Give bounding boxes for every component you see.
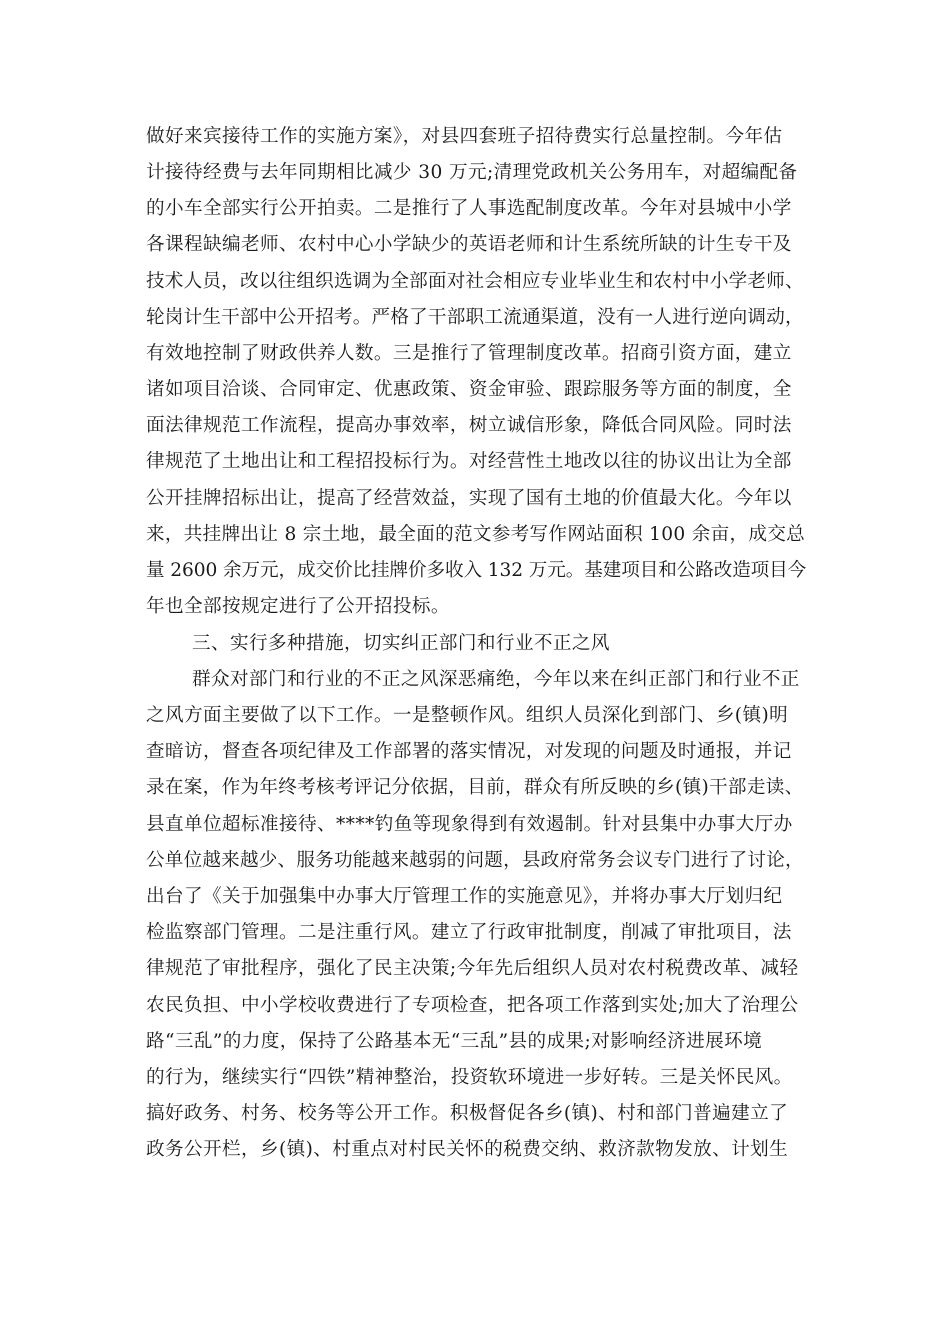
body-text-line: 路“三乱”的力度，保持了公路基本无“三乱”县的成果;对影响经济进展环境 — [146, 1031, 763, 1052]
body-text-line: 律规范了审批程序，强化了民主决策;今年先后组织人员对农村税费改革、减轻 — [146, 958, 799, 979]
body-text-line: 轮岗计生干部中公开招考。严格了干部职工流通渠道，没有一人进行逆向调动， — [146, 307, 804, 328]
body-text-line: 有效地控制了财政供养人数。三是推行了管理制度改革。招商引资方面，建立 — [146, 343, 792, 364]
body-text-line: 出台了《关于加强集中办事大厅管理工作的实施意见》，并将办事大厅划归纪 — [146, 886, 783, 907]
body-text-line: 律规范了土地出让和工程招投标行为。对经营性土地改以往的协议出让为全部 — [146, 451, 792, 472]
body-text-line: 政务公开栏，乡(镇)、村重点对村民关怀的税费交纳、救济款物发放、计划生 — [146, 1139, 789, 1160]
body-text-line: 县直单位超标准接待、****钓鱼等现象得到有效遏制。针对县集中办事大厅办 — [146, 814, 793, 835]
body-text-line: 来，共挂牌出让 8 宗土地，最全面的范文参考写作网站面积 100 余亩，成交总 — [146, 524, 806, 545]
body-text-line: 群众对部门和行业的不正之风深恶痛绝，今年以来在纠正部门和行业不正 — [192, 669, 800, 690]
body-text-line: 诸如项目洽谈、合同审定、优惠政策、资金审验、跟踪服务等方面的制度，全 — [146, 379, 792, 400]
body-text-line: 农民负担、中小学校收费进行了专项检查，把各项工作落到实处;加大了治理公 — [146, 995, 799, 1016]
body-text-line: 做好来宾接待工作的实施方案》，对县四套班子招待费实行总量控制。今年估 — [146, 126, 783, 147]
body-text-line: 之风方面主要做了以下工作。一是整顿作风。组织人员深化到部门、乡(镇)明 — [146, 705, 789, 726]
body-text-line: 录在案，作为年终考核考评记分依据，目前，群众有所反映的乡(镇)干部走读、 — [146, 777, 804, 798]
body-text-line: 的行为，继续实行“四铁”精神整治，投资软环境进一步好转。三是关怀民风。 — [146, 1067, 793, 1088]
body-text-line: 的小车全部实行公开拍卖。二是推行了人事选配制度改革。今年对县城中小学 — [146, 198, 792, 219]
body-text-line: 计接待经费与去年同期相比减少 30 万元;清理党政机关公务用车，对超编配备 — [146, 162, 798, 183]
body-text-line: 年也全部按规定进行了公开招投标。 — [146, 596, 450, 617]
body-text-line: 量 2600 余万元，成交价比挂牌价多收入 132 万元。基建项目和公路改造项目今 — [146, 560, 807, 581]
body-text-line: 搞好政务、村务、校务等公开工作。积极督促各乡(镇)、村和部门普遍建立了 — [146, 1103, 789, 1124]
body-text-line: 公单位越来越少、服务功能越来越弱的问题，县政府常务会议专门进行了讨论， — [146, 850, 804, 871]
body-text-line: 技术人员，改以往组织选调为全部面对社会相应专业毕业生和农村中小学老师、 — [146, 271, 804, 292]
body-text-line: 查暗访，督查各项纪律及工作部署的落实情况，对发现的问题及时通报，并记 — [146, 741, 792, 762]
body-text-line: 各课程缺编老师、农村中心小学缺少的英语老师和计生系统所缺的计生专干及 — [146, 234, 792, 255]
section-heading: 三、实行多种措施，切实纠正部门和行业不正之风 — [192, 633, 610, 654]
body-text-line: 公开挂牌招标出让，提高了经营效益，实现了国有土地的价值最大化。今年以 — [146, 488, 792, 509]
body-text-line: 检监察部门管理。二是注重行风。建立了行政审批制度，削减了审批项目，法 — [146, 922, 792, 943]
body-text-line: 面法律规范工作流程，提高办事效率，树立诚信形象，降低合同风险。同时法 — [146, 415, 792, 436]
